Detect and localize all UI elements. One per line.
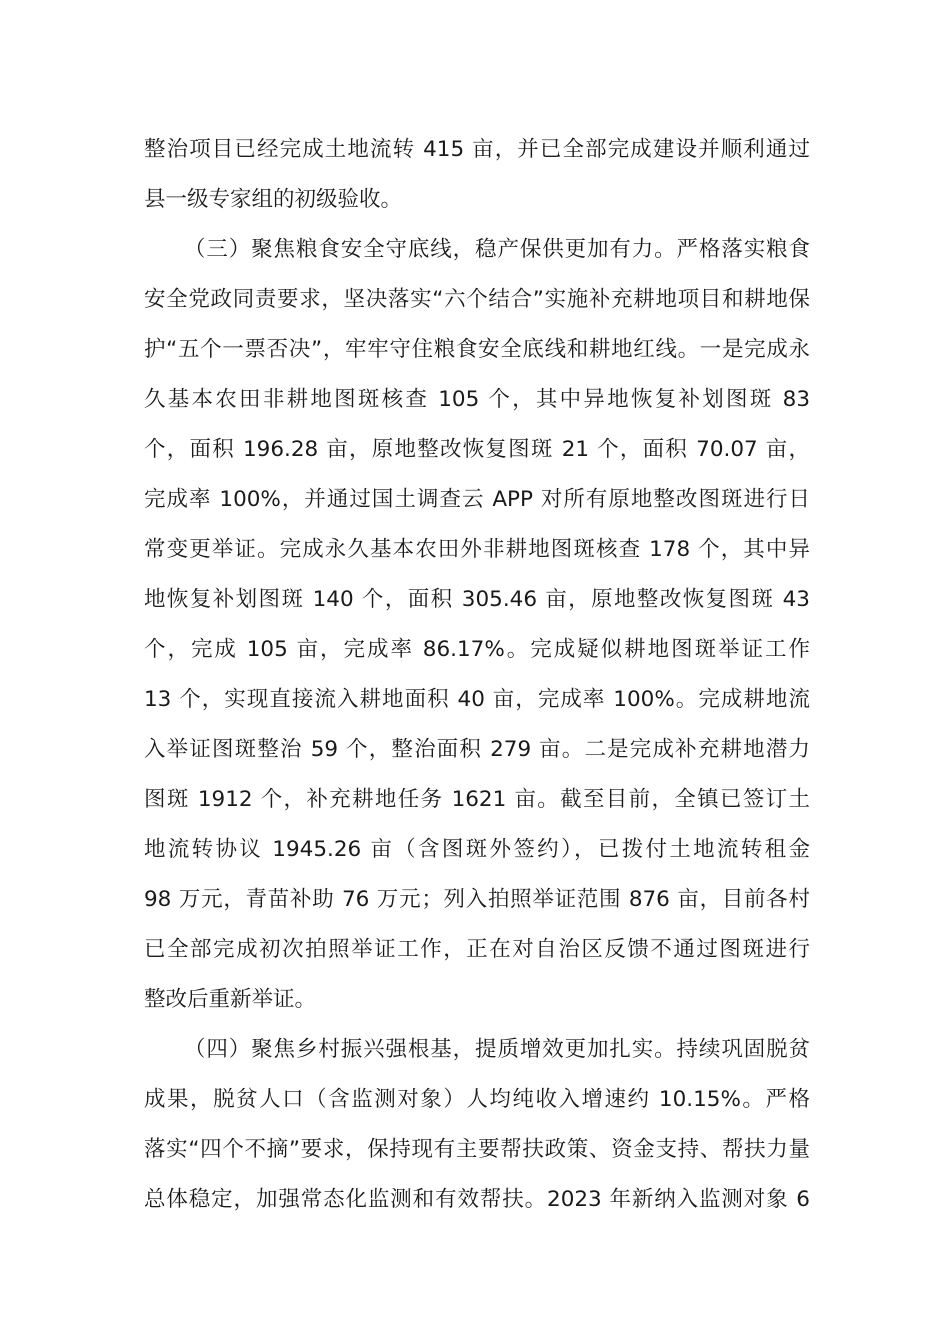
text-line: 整治项目已经完成土地流转 415 亩，并已全部完成建设并顺利通过 bbox=[144, 137, 810, 162]
section-heading-line: （四）聚焦乡村振兴强根基，提质增效更加扎实。持续巩固脱贫 bbox=[184, 1037, 810, 1062]
text-line: 整改后重新举证。 bbox=[144, 987, 317, 1012]
text-line: 已全部完成初次拍照举证工作，正在对自治区反馈不通过图斑进行 bbox=[144, 937, 810, 962]
text-line: 落实“四个不摘”要求，保持现有主要帮扶政策、资金支持、帮扶力量 bbox=[144, 1137, 810, 1162]
text-line: 常变更举证。完成永久基本农田外非耕地图斑核查 178 个，其中异 bbox=[144, 537, 810, 562]
text-line: 13 个，实现直接流入耕地面积 40 亩，完成率 100%。完成耕地流 bbox=[144, 687, 810, 712]
text-line: 98 万元，青苗补助 76 万元；列入拍照举证范围 876 亩，目前各村 bbox=[144, 887, 810, 912]
text-line: 县一级专家组的初级验收。 bbox=[144, 187, 403, 212]
text-line: 地恢复补划图斑 140 个，面积 305.46 亩，原地整改恢复图斑 43 bbox=[144, 587, 810, 612]
text-line: 久基本农田非耕地图斑核查 105 个，其中异地恢复补划图斑 83 bbox=[144, 387, 810, 412]
text-line: 个，面积 196.28 亩，原地整改恢复图斑 21 个，面积 70.07 亩， bbox=[144, 437, 810, 462]
text-line: 图斑 1912 个，补充耕地任务 1621 亩。截至目前，全镇已签订土 bbox=[144, 787, 810, 812]
text-line: 入举证图斑整治 59 个，整治面积 279 亩。二是完成补充耕地潜力 bbox=[144, 737, 810, 762]
body-text bbox=[144, 125, 810, 1225]
section-heading-line: （三）聚焦粮食安全守底线，稳产保供更加有力。严格落实粮食 bbox=[184, 237, 810, 262]
text-line: 地流转协议 1945.26 亩（含图斑外签约），已拨付土地流转租金 bbox=[144, 837, 810, 862]
text-line: 总体稳定，加强常态化监测和有效帮扶。2023 年新纳入监测对象 6 bbox=[144, 1187, 810, 1212]
text-line: 安全党政同责要求，坚决落实“六个结合”实施补充耕地项目和耕地保 bbox=[144, 287, 810, 312]
text-line: 完成率 100%，并通过国土调查云 APP 对所有原地整改图斑进行日 bbox=[144, 487, 810, 512]
text-line: 个，完成 105 亩，完成率 86.17%。完成疑似耕地图斑举证工作 bbox=[144, 637, 810, 662]
text-line: 护“五个一票否决”，牢牢守住粮食安全底线和耕地红线。一是完成永 bbox=[144, 337, 810, 362]
text-line: 成果，脱贫人口（含监测对象）人均纯收入增速约 10.15%。严格 bbox=[144, 1087, 810, 1112]
